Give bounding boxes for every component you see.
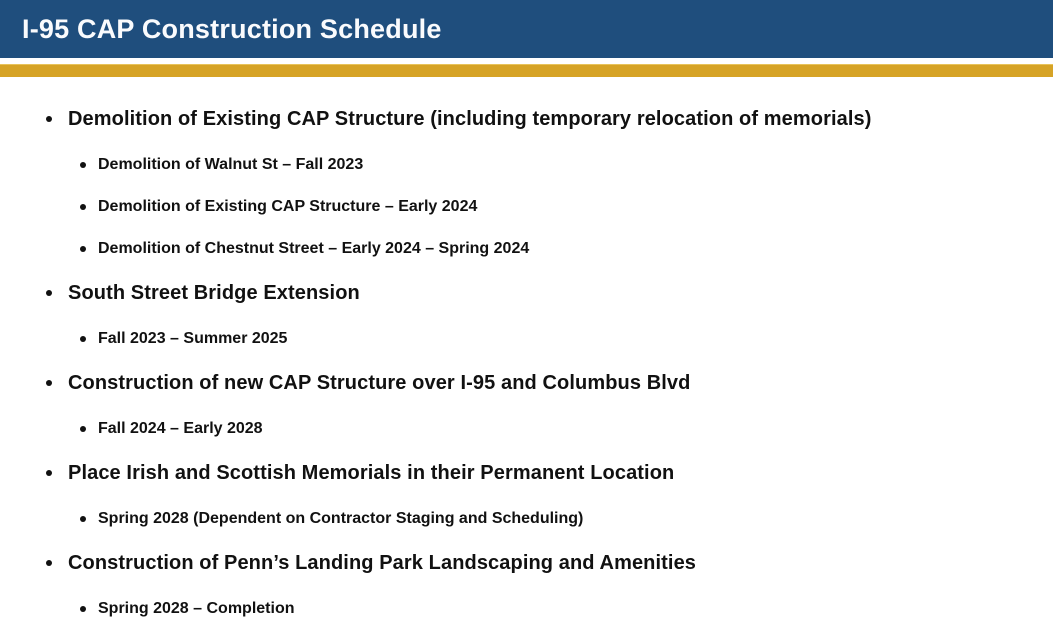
schedule-sub-list xyxy=(0,510,1053,528)
bullet-icon xyxy=(46,380,52,386)
schedule-item xyxy=(0,108,1053,258)
schedule-item-label: Construction of new CAP Structure over I-95 and Columbus Blvd xyxy=(68,372,691,394)
schedule-sub-item-label: Fall 2023 – Summer 2025 xyxy=(98,330,288,347)
schedule-item-label: Place Irish and Scottish Memorials in their Permanent Location xyxy=(68,462,675,484)
schedule-sub-item-label: Spring 2028 – Completion xyxy=(98,600,295,617)
bullet-icon xyxy=(80,162,86,168)
schedule-sub-item-label: Demolition of Chestnut Street – Early 2024 – Spring 2024 xyxy=(98,240,530,257)
schedule-sub-item xyxy=(0,156,1053,174)
bullet-icon xyxy=(80,426,86,432)
accent-stripe xyxy=(0,64,1053,77)
schedule-sub-item xyxy=(0,510,1053,528)
schedule-sub-list xyxy=(0,156,1053,258)
schedule-sub-item-label: Spring 2028 (Dependent on Contractor Staging and Scheduling) xyxy=(98,510,584,527)
schedule-item-label: Demolition of Existing CAP Structure (including temporary relocation of memorials) xyxy=(68,108,872,130)
schedule-sub-item xyxy=(0,330,1053,348)
schedule-item xyxy=(0,282,1053,348)
schedule-sub-list xyxy=(0,330,1053,348)
schedule-item-heading xyxy=(0,108,1053,130)
schedule-item xyxy=(0,552,1053,618)
schedule-list xyxy=(0,77,1053,618)
schedule-sub-item xyxy=(0,198,1053,216)
schedule-sub-list xyxy=(0,420,1053,438)
bullet-icon xyxy=(46,560,52,566)
schedule-item xyxy=(0,462,1053,528)
schedule-item-heading xyxy=(0,282,1053,304)
schedule-item-heading xyxy=(0,462,1053,484)
bullet-icon xyxy=(80,204,86,210)
schedule-item-heading xyxy=(0,552,1053,574)
bullet-icon xyxy=(80,516,86,522)
title-bar xyxy=(0,0,1053,58)
schedule-sub-item xyxy=(0,600,1053,618)
schedule-sub-item xyxy=(0,420,1053,438)
schedule-sub-item xyxy=(0,240,1053,258)
schedule-sub-item-label: Demolition of Existing CAP Structure – Early 2024 xyxy=(98,198,478,215)
page-title: I-95 CAP Construction Schedule xyxy=(22,13,442,44)
schedule-item-label: Construction of Penn’s Landing Park Landscaping and Amenities xyxy=(68,552,697,574)
bullet-icon xyxy=(80,336,86,342)
bullet-icon xyxy=(80,606,86,612)
bullet-icon xyxy=(46,470,52,476)
bullet-icon xyxy=(46,290,52,296)
schedule-item-label: South Street Bridge Extension xyxy=(68,282,360,304)
schedule-item xyxy=(0,372,1053,438)
schedule-sub-item-label: Fall 2024 – Early 2028 xyxy=(98,420,263,437)
schedule-item-heading xyxy=(0,372,1053,394)
bullet-icon xyxy=(80,246,86,252)
bullet-icon xyxy=(46,116,52,122)
schedule-sub-item-label: Demolition of Walnut St – Fall 2023 xyxy=(98,156,364,173)
schedule-sub-list xyxy=(0,600,1053,618)
